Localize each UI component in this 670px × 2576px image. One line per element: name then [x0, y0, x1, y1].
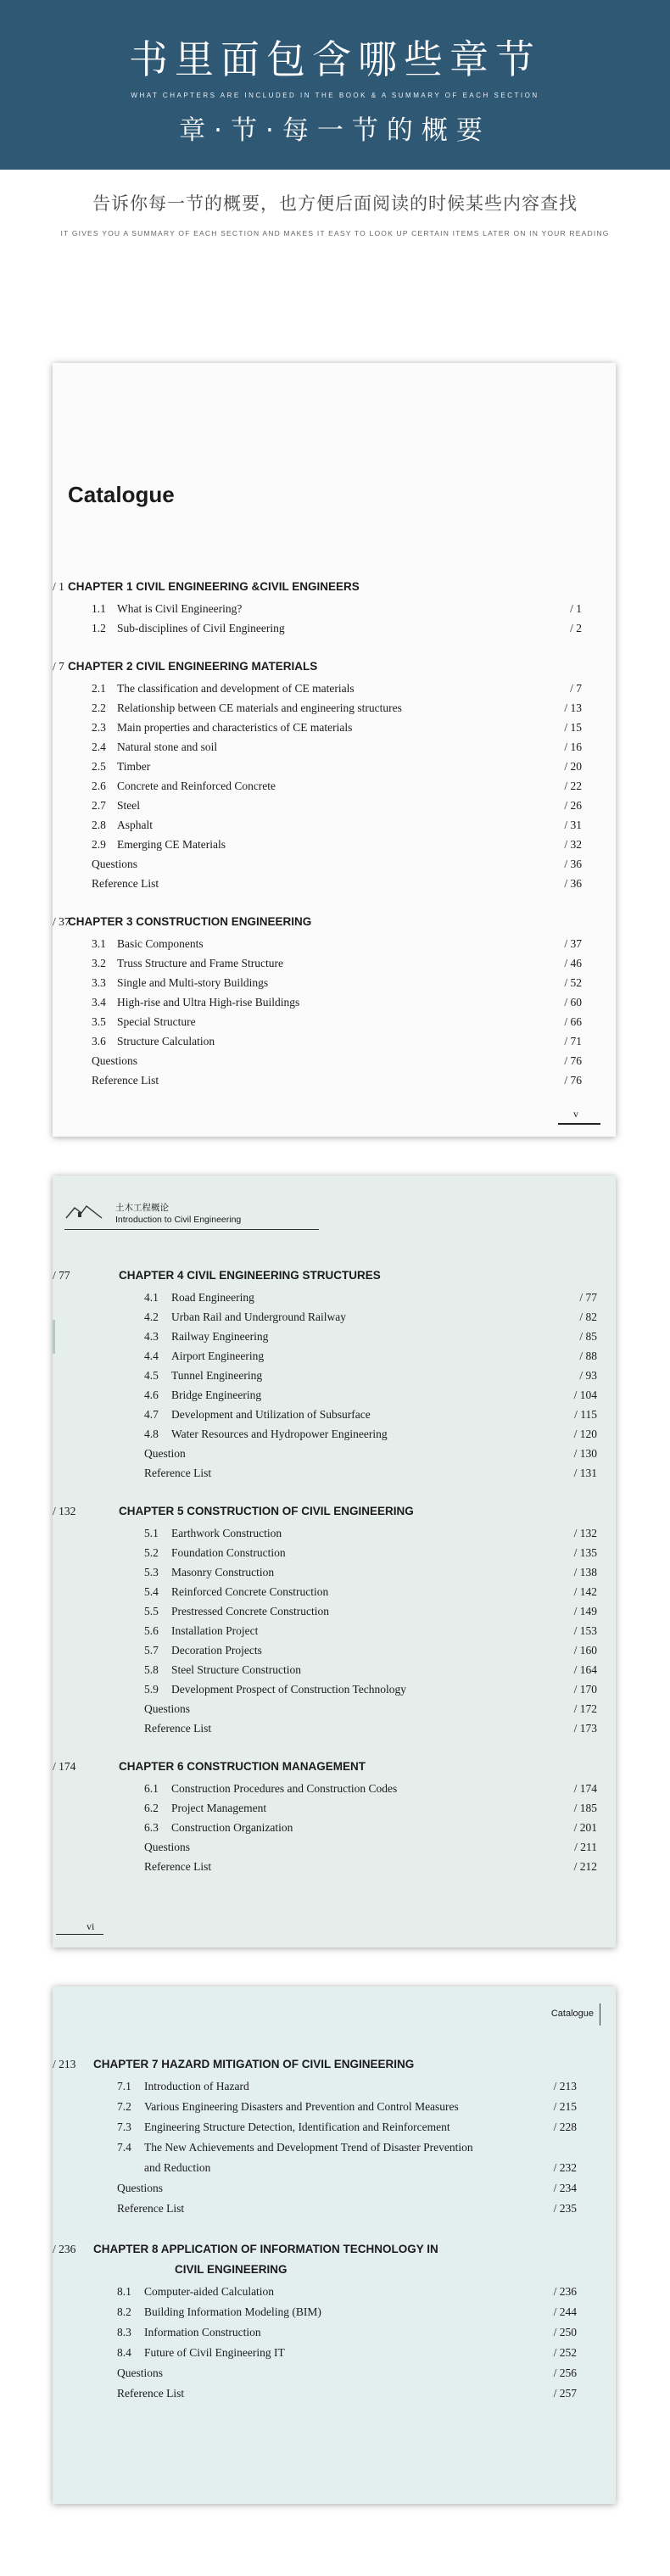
- section-page: / 212: [573, 1860, 597, 1873]
- chapter-heading: [53, 2058, 616, 2075]
- section-page: / 82: [579, 1310, 597, 1323]
- toc-entry: [53, 1467, 616, 1483]
- section-title: Construction Procedures and Construction Codes: [171, 1782, 398, 1795]
- section-title: Introduction of Hazard: [144, 2080, 249, 2093]
- section-number: 5.9: [144, 1683, 159, 1696]
- toc-entry: [53, 1566, 616, 1582]
- section-title: Building Information Modeling (BIM): [144, 2305, 321, 2318]
- section-page: / 20: [564, 760, 582, 773]
- section-number: 2.5: [92, 760, 106, 773]
- section-title: Reference List: [144, 1467, 212, 1479]
- toc-entry: [53, 1821, 616, 1837]
- section-number: 5.7: [144, 1644, 159, 1657]
- banner-english-caption: WHAT CHAPTERS ARE INCLUDED IN THE BOOK & A SUMMARY OF EACH SECTION: [131, 92, 539, 99]
- section-title: The classification and development of CE materials: [117, 682, 355, 695]
- section-title: Question: [144, 1447, 186, 1460]
- section-title: Steel Structure Construction: [171, 1663, 301, 1676]
- section-title: High-rise and Ultra High-rise Buildings: [117, 996, 300, 1009]
- toc-entry: [53, 957, 616, 973]
- section-page: / 66: [564, 1015, 582, 1028]
- toc-entry: [53, 1291, 616, 1307]
- toc-entry: [53, 740, 616, 757]
- toc-entry: [53, 976, 616, 992]
- toc-entry: [53, 1782, 616, 1798]
- section-number: 2.8: [92, 819, 106, 831]
- section-number: 2.7: [92, 799, 106, 812]
- house-logo-icon: [64, 1203, 103, 1220]
- section-page: / 250: [553, 2326, 577, 2339]
- toc-entry: [53, 1663, 616, 1679]
- toc-entry: [53, 2182, 616, 2198]
- folio-number: v: [573, 1108, 578, 1120]
- catalogue-page-2: [53, 1176, 616, 1947]
- chapter-label: CHAPTER 1 CIVIL ENGINEERING &CIVIL ENGINEERS: [68, 580, 360, 593]
- toc-entry: [53, 602, 616, 618]
- section-page: / 131: [573, 1467, 597, 1479]
- section-page: / 26: [564, 799, 582, 812]
- section-page: / 120: [573, 1428, 597, 1440]
- chapter-label-cont: CIVIL ENGINEERING: [175, 2263, 288, 2276]
- section-number: 4.4: [144, 1349, 159, 1362]
- catalogue-page-1: [53, 363, 616, 1137]
- toc-entry: [53, 1408, 616, 1424]
- section-title: Reference List: [144, 1722, 212, 1735]
- chapter-label: CHAPTER 6 CONSTRUCTION MANAGEMENT: [119, 1760, 366, 1773]
- chapter-page: / 37: [53, 915, 70, 928]
- section-title: Sub-disciplines of Civil Engineering: [117, 622, 285, 634]
- section-page: / 85: [579, 1330, 597, 1343]
- toc-entry: [53, 1447, 616, 1463]
- section-page: / 93: [579, 1369, 597, 1382]
- chapter-heading: [53, 1269, 616, 1286]
- section-title: Timber: [117, 760, 151, 773]
- section-title: Steel: [117, 799, 140, 812]
- toc-entry: [53, 1644, 616, 1660]
- section-page: / 235: [553, 2202, 577, 2215]
- section-title: Main properties and characteristics of CE materials: [117, 721, 353, 734]
- toc-entry: [53, 721, 616, 737]
- section-number: 4.7: [144, 1408, 159, 1421]
- section-number: 5.8: [144, 1663, 159, 1676]
- toc-entry: [53, 1035, 616, 1051]
- section-page: / 115: [574, 1408, 597, 1421]
- section-title: Questions: [144, 1841, 190, 1853]
- section-number: 6.3: [144, 1821, 159, 1834]
- toc-entry: [53, 1802, 616, 1818]
- catalogue-heading: Catalogue: [68, 482, 175, 507]
- toc-entry: [53, 2121, 616, 2137]
- section-title: Various Engineering Disasters and Prevention and Control Measures: [144, 2100, 459, 2113]
- section-number: 6.1: [144, 1782, 159, 1795]
- banner-subtitle: 章·节·每一节的概要: [179, 115, 491, 146]
- section-page: / 76: [564, 1074, 582, 1087]
- section-title: Railway Engineering: [171, 1330, 269, 1343]
- section-title: Reinforced Concrete Construction: [171, 1585, 329, 1598]
- section-title: Emerging CE Materials: [117, 838, 226, 851]
- toc-entry: [53, 1860, 616, 1876]
- section-page: / 16: [564, 740, 582, 753]
- header-banner: [0, 0, 670, 170]
- toc-entry: [53, 1074, 616, 1090]
- chapter-heading: [53, 1760, 616, 1777]
- toc-entry: [53, 2100, 616, 2116]
- toc-entry: [53, 1389, 616, 1405]
- toc-entry: [53, 1428, 616, 1444]
- chapter-page: / 213: [53, 2058, 76, 2070]
- toc-entry: [53, 858, 616, 874]
- section-number: 5.5: [144, 1605, 159, 1618]
- section-title: What is Civil Engineering?: [117, 602, 243, 615]
- section-title: Prestressed Concrete Construction: [171, 1605, 329, 1618]
- section-title: Installation Project: [171, 1624, 259, 1637]
- section-page: / 52: [564, 976, 582, 989]
- book-title-cn: 土木工程概论: [115, 1203, 169, 1213]
- section-page: / 244: [553, 2305, 577, 2318]
- section-number: 1.2: [92, 622, 106, 634]
- section-title: Computer-aided Calculation: [144, 2285, 275, 2298]
- section-number: 2.1: [92, 682, 106, 695]
- section-number: 3.5: [92, 1015, 106, 1028]
- section-page: / 46: [564, 957, 582, 969]
- section-page: / 71: [564, 1035, 582, 1048]
- section-page: / 252: [553, 2346, 577, 2359]
- section-title: The New Achievements and Development Trend of Disaster Prevention: [144, 2141, 473, 2154]
- section-page: / 211: [574, 1841, 597, 1853]
- folio-rule: [558, 1123, 600, 1125]
- section-title: Asphalt: [117, 819, 153, 831]
- chapter-heading-cont: [53, 2263, 616, 2280]
- section-number: 6.2: [144, 1802, 159, 1814]
- section-title: Construction Organization: [171, 1821, 293, 1834]
- chapter-page: / 174: [53, 1760, 76, 1773]
- section-number: 2.9: [92, 838, 106, 851]
- toc-entry: [53, 1841, 616, 1857]
- section-page: / 213: [553, 2080, 577, 2093]
- toc-entry: [53, 1605, 616, 1621]
- section-title: Development Prospect of Construction Technology: [171, 1683, 407, 1696]
- section-title: Project Management: [171, 1802, 267, 1814]
- section-page: / 185: [573, 1802, 597, 1814]
- section-number: 4.8: [144, 1428, 159, 1440]
- section-title: Questions: [117, 2366, 163, 2379]
- section-page: / 257: [553, 2387, 577, 2400]
- section-page: / 88: [579, 1349, 597, 1362]
- section-number: 2.4: [92, 740, 106, 753]
- section-page: / 149: [573, 1605, 597, 1618]
- section-number: 4.5: [144, 1369, 159, 1382]
- chapter-label: CHAPTER 3 CONSTRUCTION ENGINEERING: [68, 915, 312, 928]
- section-number: 8.3: [117, 2326, 131, 2339]
- section-title: Airport Engineering: [171, 1349, 265, 1362]
- section-page: / 170: [573, 1683, 597, 1696]
- chapter-page: / 77: [53, 1269, 70, 1282]
- toc-entry-cont: [53, 2161, 616, 2177]
- section-page: / 22: [564, 780, 582, 792]
- section-number: 4.2: [144, 1310, 159, 1323]
- toc-entry: [53, 760, 616, 776]
- section-page: / 32: [564, 838, 582, 851]
- chapter-label: CHAPTER 5 CONSTRUCTION OF CIVIL ENGINEERING: [119, 1505, 414, 1517]
- toc-entry: [53, 1546, 616, 1562]
- section-number: 7.3: [117, 2121, 131, 2133]
- section-page: / 215: [553, 2100, 577, 2113]
- toc-entry: [53, 2202, 616, 2218]
- section-title: Water Resources and Hydropower Engineering: [171, 1428, 388, 1440]
- section-title: Earthwork Construction: [171, 1527, 282, 1539]
- toc-entry: [53, 622, 616, 638]
- section-page: / 15: [564, 721, 582, 734]
- toc-entry: [53, 838, 616, 854]
- toc-entry: [53, 2326, 616, 2342]
- toc-entry: [53, 819, 616, 835]
- toc-entry: [53, 1585, 616, 1601]
- toc-entry: [53, 937, 616, 953]
- section-page: / 2: [570, 622, 582, 634]
- section-number: 8.1: [117, 2285, 131, 2298]
- folio-rule: [56, 1934, 103, 1935]
- toc-entry: [53, 701, 616, 718]
- section-page: / 132: [573, 1527, 597, 1539]
- intro-text: 告诉你每一节的概要，也方便后面阅读的时候某些内容查找: [92, 193, 578, 214]
- section-title: Engineering Structure Detection, Identification and Reinforcement: [144, 2121, 450, 2133]
- section-title: Single and Multi-story Buildings: [117, 976, 269, 989]
- toc-entry: [53, 2387, 616, 2403]
- section-number: 3.1: [92, 937, 106, 950]
- section-page: / 130: [573, 1447, 597, 1460]
- section-number: 5.1: [144, 1527, 159, 1539]
- chapter-heading: [53, 2243, 616, 2260]
- section-page: / 232: [553, 2161, 577, 2174]
- section-title: Special Structure: [117, 1015, 196, 1028]
- section-number: 7.2: [117, 2100, 131, 2113]
- section-number: 5.3: [144, 1566, 159, 1579]
- section-title: Road Engineering: [171, 1291, 254, 1304]
- section-number: 3.2: [92, 957, 106, 969]
- toc-entry: [53, 780, 616, 796]
- section-page: / 164: [573, 1663, 597, 1676]
- toc-entry: [53, 1330, 616, 1346]
- toc-entry: [53, 1015, 616, 1031]
- section-page: / 153: [573, 1624, 597, 1637]
- section-page: / 36: [564, 877, 582, 890]
- section-page: / 37: [564, 937, 582, 950]
- toc-entry: [53, 1310, 616, 1327]
- section-page: / 228: [553, 2121, 577, 2133]
- chapter-page: / 132: [53, 1505, 76, 1517]
- toc-entry: [53, 2080, 616, 2096]
- section-page: / 172: [573, 1702, 597, 1715]
- book-title-en: Introduction to Civil Engineering: [115, 1215, 242, 1225]
- section-title: Reference List: [92, 1074, 159, 1087]
- section-number: 8.2: [117, 2305, 131, 2318]
- section-title: Truss Structure and Frame Structure: [117, 957, 283, 969]
- section-page: / 174: [573, 1782, 597, 1795]
- folio-number: vi: [87, 1920, 95, 1932]
- toc-entry: [53, 799, 616, 815]
- section-title: Tunnel Engineering: [171, 1369, 263, 1382]
- toc-entry: [53, 2285, 616, 2301]
- chapter-page: / 236: [53, 2243, 76, 2255]
- section-title: Decoration Projects: [171, 1644, 262, 1657]
- toc-entry: [53, 1349, 616, 1366]
- section-page: / 142: [573, 1585, 597, 1598]
- section-title-cont: and Reduction: [144, 2161, 211, 2174]
- toc-entry: [53, 1054, 616, 1070]
- section-page: / 173: [573, 1722, 597, 1735]
- section-title: Concrete and Reinforced Concrete: [117, 780, 276, 792]
- section-page: / 60: [564, 996, 582, 1009]
- section-number: 3.4: [92, 996, 106, 1009]
- section-number: 1.1: [92, 602, 106, 615]
- toc-entry: [53, 682, 616, 698]
- section-number: 5.4: [144, 1585, 159, 1598]
- section-number: 2.3: [92, 721, 106, 734]
- toc-entry: [53, 1624, 616, 1640]
- chapter-page: / 1: [53, 580, 64, 593]
- chapter-page: / 7: [53, 660, 64, 673]
- section-title: Masonry Construction: [171, 1566, 275, 1579]
- running-head: Catalogue: [550, 2009, 594, 2019]
- section-number: 4.1: [144, 1291, 159, 1304]
- section-title: Reference List: [144, 1860, 212, 1873]
- section-title: Reference List: [92, 877, 159, 890]
- section-number: 4.6: [144, 1389, 159, 1401]
- section-page: / 138: [573, 1566, 597, 1579]
- toc-entry: [53, 2366, 616, 2383]
- section-page: / 160: [573, 1644, 597, 1657]
- section-page: / 234: [553, 2182, 577, 2194]
- section-title: Reference List: [117, 2202, 185, 2215]
- chapter-heading: [53, 1505, 616, 1522]
- section-page: / 104: [573, 1389, 597, 1401]
- section-number: 3.3: [92, 976, 106, 989]
- section-number: 3.6: [92, 1035, 106, 1048]
- section-number: 2.6: [92, 780, 106, 792]
- section-number: 7.1: [117, 2080, 131, 2093]
- section-title: Questions: [92, 858, 137, 870]
- section-page: / 36: [564, 858, 582, 870]
- section-page: / 7: [570, 682, 582, 695]
- section-title: Structure Calculation: [117, 1035, 215, 1048]
- section-number: 5.2: [144, 1546, 159, 1559]
- toc-entry: [53, 877, 616, 893]
- section-title: Reference List: [117, 2387, 185, 2400]
- chapter-heading: [53, 915, 616, 932]
- section-title: Basic Components: [117, 937, 204, 950]
- section-page: / 201: [573, 1821, 597, 1834]
- catalogue-page-3: [53, 1986, 616, 2504]
- header-rule: [64, 1229, 319, 1230]
- section-page: / 76: [564, 1054, 582, 1067]
- chapter-label: CHAPTER 8 APPLICATION OF INFORMATION TECHNOLOGY IN: [93, 2243, 438, 2255]
- section-title: Natural stone and soil: [117, 740, 218, 753]
- section-title: Relationship between CE materials and engineering structures: [117, 701, 402, 714]
- section-number: 2.2: [92, 701, 106, 714]
- section-title: Questions: [117, 2182, 163, 2194]
- section-page: / 77: [579, 1291, 597, 1304]
- section-title: Questions: [92, 1054, 137, 1067]
- section-number: 8.4: [117, 2346, 131, 2359]
- intro-english: IT GIVES YOU A SUMMARY OF EACH SECTION AND MAKES IT EASY TO LOOK UP CERTAIN ITEMS LATER ON IN YOUR READING: [60, 229, 610, 237]
- toc-entry: [53, 2346, 616, 2362]
- section-title: Questions: [144, 1702, 190, 1715]
- section-page: / 135: [573, 1546, 597, 1559]
- section-title: Future of Civil Engineering IT: [144, 2346, 285, 2359]
- toc-entry: [53, 1527, 616, 1543]
- section-number: 5.6: [144, 1624, 159, 1637]
- section-title: Foundation Construction: [171, 1546, 286, 1559]
- chapter-label: CHAPTER 4 CIVIL ENGINEERING STRUCTURES: [119, 1269, 381, 1282]
- toc-entry: [53, 1683, 616, 1699]
- section-title: Bridge Engineering: [171, 1389, 262, 1401]
- chapter-label: CHAPTER 7 HAZARD MITIGATION OF CIVIL ENGINEERING: [93, 2058, 415, 2070]
- section-page: / 13: [564, 701, 582, 714]
- chapter-heading: [53, 580, 616, 597]
- section-title: Information Construction: [144, 2326, 261, 2339]
- section-title: Urban Rail and Underground Railway: [171, 1310, 346, 1323]
- chapter-heading: [53, 660, 616, 677]
- toc-entry: [53, 1369, 616, 1385]
- chapter-label: CHAPTER 2 CIVIL ENGINEERING MATERIALS: [68, 660, 318, 673]
- banner-title: 书里面包含哪些章节: [129, 36, 541, 82]
- toc-entry: [53, 2305, 616, 2322]
- section-page: / 31: [564, 819, 582, 831]
- section-page: / 256: [553, 2366, 577, 2379]
- section-page: / 1: [570, 602, 582, 615]
- section-number: 7.4: [117, 2141, 131, 2154]
- toc-entry: [53, 1722, 616, 1738]
- toc-entry: [53, 996, 616, 1012]
- section-title: Development and Utilization of Subsurface: [171, 1408, 371, 1421]
- section-page: / 236: [553, 2285, 577, 2298]
- section-number: 4.3: [144, 1330, 159, 1343]
- toc-entry: [53, 2141, 616, 2157]
- toc-entry: [53, 1702, 616, 1718]
